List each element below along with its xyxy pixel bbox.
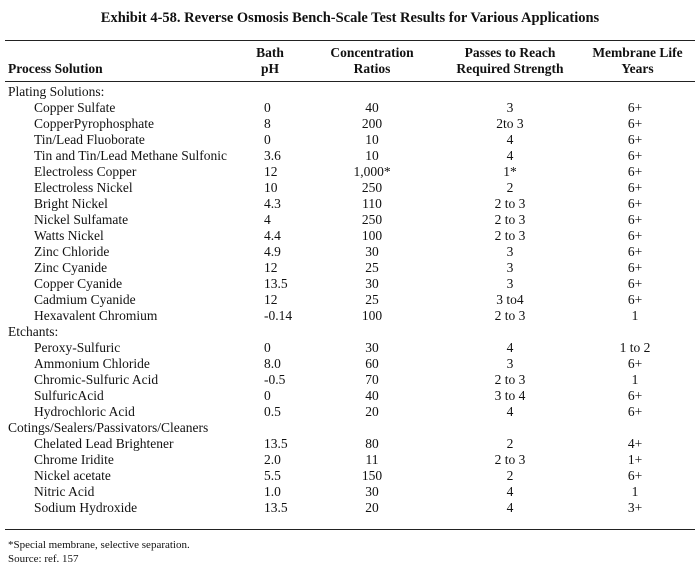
membrane-life-cell: 6+ [627,404,643,419]
table-row [0,468,700,484]
bath-ph-cell: 4.9 [264,244,281,259]
membrane-life-cell: 6+ [627,100,643,115]
concentration-ratio-cell: 60 [365,356,379,371]
passes-cell: 4 [506,340,514,355]
membrane-life-cell: 6+ [627,388,643,403]
process-solution-cell: CopperPyrophosphate [34,116,154,131]
process-solution-cell: Cadmium Cyanide [34,292,136,307]
table-row [0,228,700,244]
passes-cell: 4 [506,500,514,515]
membrane-life-cell: 6+ [627,164,643,179]
process-solution-cell: Nitric Acid [34,484,95,499]
table-row [0,436,700,452]
process-solution-cell: Chrome Iridite [34,452,114,467]
process-solution-cell: Electroless Nickel [34,180,133,195]
passes-cell: 3 [506,276,514,291]
process-solution-cell: Electroless Copper [34,164,137,179]
concentration-ratio-cell: 25 [365,292,379,307]
membrane-life-cell: 6+ [627,356,643,371]
passes-cell: 3 [506,356,514,371]
bath-ph-cell: 12 [264,292,278,307]
group-header-row [0,84,700,100]
table-row [0,404,700,420]
table-row [0,196,700,212]
footnote: *Special membrane, selective separation. [8,539,190,551]
membrane-life-cell: 6+ [627,276,643,291]
passes-cell: 2 to 3 [494,196,526,211]
bath-ph-cell: 0.5 [264,404,281,419]
process-solution-cell: Nickel Sulfamate [34,212,129,227]
table-top-rule [5,40,695,41]
process-solution-cell: Copper Cyanide [34,276,123,291]
header-concentration-ratios: Concentration Ratios [330,45,414,76]
group-header-row [0,420,700,436]
bath-ph-cell: 4 [264,212,271,227]
concentration-ratio-cell: 100 [361,308,383,323]
membrane-life-cell: 3+ [627,500,643,515]
concentration-ratio-cell: 250 [361,180,383,195]
membrane-life-cell: 6+ [627,292,643,307]
concentration-ratio-cell: 20 [365,500,379,515]
process-solution-cell: Ammonium Chloride [34,356,150,371]
group-label: Plating Solutions: [8,84,105,99]
header-bath-ph: Bath pH [256,45,284,76]
process-solution-cell: Peroxy-Sulfuric [34,340,121,355]
source-note: Source: ref. 157 [8,553,79,565]
process-solution-cell: SulfuricAcid [34,388,104,403]
concentration-ratio-cell: 30 [365,244,379,259]
group-label: Cotings/Sealers/Passivators/Cleaners [8,420,209,435]
process-solution-cell: Chelated Lead Brightener [34,436,174,451]
bath-ph-cell: 1.0 [264,484,281,499]
membrane-life-cell: 6+ [627,228,643,243]
membrane-life-cell: 6+ [627,116,643,131]
process-solution-cell: Zinc Chloride [34,244,110,259]
bath-ph-cell: -0.5 [264,372,286,387]
bath-ph-cell: 3.6 [264,148,281,163]
concentration-ratio-cell: 70 [365,372,379,387]
passes-cell: 3 to4 [496,292,524,307]
table-row [0,148,700,164]
header-process-solution: Process Solution [8,61,103,76]
passes-cell: 2 [506,468,514,483]
concentration-ratio-cell: 100 [361,228,383,243]
bath-ph-cell: 8.0 [264,356,281,371]
concentration-ratio-cell: 250 [361,212,383,227]
process-solution-cell: Bright Nickel [34,196,108,211]
concentration-ratio-cell: 10 [365,132,379,147]
concentration-ratio-cell: 30 [365,276,379,291]
concentration-ratio-cell: 11 [365,452,379,467]
table-row [0,308,700,324]
bath-ph-cell: 5.5 [264,468,281,483]
concentration-ratio-cell: 200 [361,116,383,131]
bath-ph-cell: 0 [264,132,271,147]
bath-ph-cell: 0 [264,340,271,355]
bath-ph-cell: 13.5 [264,436,288,451]
table-notes [8,538,190,566]
membrane-life-cell: 1 [631,372,639,387]
concentration-ratio-cell: 10 [365,148,379,163]
concentration-ratio-cell: 30 [365,484,379,499]
membrane-life-cell: 1 [631,484,639,499]
concentration-ratio-cell: 25 [365,260,379,275]
bath-ph-cell: 13.5 [264,276,288,291]
table-row [0,100,700,116]
exhibit-title: Exhibit 4-58. Reverse Osmosis Bench-Scale Test Results for Various Applications [100,10,600,26]
table-bottom-rule [5,529,695,530]
group-header-row [0,324,700,340]
process-solution-cell: Tin/Lead Fluoborate [34,132,145,147]
passes-cell: 2to 3 [496,116,524,131]
table-row [0,484,700,500]
bath-ph-cell: 8 [264,116,271,131]
membrane-life-cell: 6+ [627,132,643,147]
process-solution-cell: Sodium Hydroxide [34,500,138,515]
passes-cell: 4 [506,404,514,419]
process-solution-cell: Tin and Tin/Lead Methane Sulfonic [34,148,228,163]
table-row [0,164,700,180]
passes-cell: 2 to 3 [494,308,526,323]
membrane-life-cell: 6+ [627,212,643,227]
concentration-ratio-cell: 20 [365,404,379,419]
table-row [0,452,700,468]
table-row [0,356,700,372]
bath-ph-cell: 12 [264,164,278,179]
process-solution-cell: Watts Nickel [34,228,104,243]
concentration-ratio-cell: 80 [365,436,379,451]
membrane-life-cell: 6+ [627,244,643,259]
concentration-ratio-cell: 40 [365,388,379,403]
bath-ph-cell: 0 [264,100,271,115]
header-passes: Passes to Reach Required Strength [456,45,564,76]
bath-ph-cell: -0.14 [264,308,293,323]
passes-cell: 2 [506,436,514,451]
table-row [0,116,700,132]
passes-cell: 4 [506,484,514,499]
table-row [0,388,700,404]
header-bottom-rule [5,81,695,82]
table-row [0,292,700,308]
passes-cell: 2 [506,180,514,195]
membrane-life-cell: 6+ [627,196,643,211]
bath-ph-cell: 10 [264,180,278,195]
membrane-life-cell: 1 to 2 [619,340,651,355]
table-body [0,84,700,516]
membrane-life-cell: 6+ [627,148,643,163]
membrane-life-cell: 1 [631,308,639,323]
membrane-life-cell: 4+ [627,436,643,451]
membrane-life-cell: 6+ [627,260,643,275]
passes-cell: 3 [506,100,514,115]
membrane-life-cell: 6+ [627,180,643,195]
passes-cell: 2 to 3 [494,212,526,227]
table-row [0,180,700,196]
passes-cell: 2 to 3 [494,228,526,243]
process-solution-cell: Nickel acetate [34,468,111,483]
process-solution-cell: Zinc Cyanide [34,260,108,275]
bath-ph-cell: 0 [264,388,271,403]
table-row [0,260,700,276]
passes-cell: 2 to 3 [494,452,526,467]
bath-ph-cell: 4.3 [264,196,281,211]
header-membrane-life: Membrane Life Years [592,45,683,76]
table-row [0,244,700,260]
table-row [0,132,700,148]
process-solution-cell: Hexavalent Chromium [34,308,158,323]
bath-ph-cell: 2.0 [264,452,281,467]
passes-cell: 3 [506,244,514,259]
table-row [0,212,700,228]
membrane-life-cell: 1+ [627,452,643,467]
group-label: Etchants: [8,324,59,339]
passes-cell: 3 to 4 [494,388,526,403]
concentration-ratio-cell: 150 [361,468,383,483]
passes-cell: 4 [506,148,514,163]
table-row [0,276,700,292]
passes-cell: 3 [506,260,514,275]
table-row [0,340,700,356]
concentration-ratio-cell: 40 [365,100,379,115]
table-row [0,372,700,388]
membrane-life-cell: 6+ [627,468,643,483]
concentration-ratio-cell: 110 [362,196,382,211]
bath-ph-cell: 13.5 [264,500,288,515]
process-solution-cell: Copper Sulfate [34,100,116,115]
passes-cell: 2 to 3 [494,372,526,387]
concentration-ratio-cell: 1,000* [353,164,391,179]
concentration-ratio-cell: 30 [365,340,379,355]
passes-cell: 4 [506,132,514,147]
process-solution-cell: Chromic-Sulfuric Acid [34,372,159,387]
bath-ph-cell: 12 [264,260,278,275]
passes-cell: 1* [503,164,517,179]
process-solution-cell: Hydrochloric Acid [34,404,135,419]
table-row [0,500,700,516]
bath-ph-cell: 4.4 [264,228,281,243]
